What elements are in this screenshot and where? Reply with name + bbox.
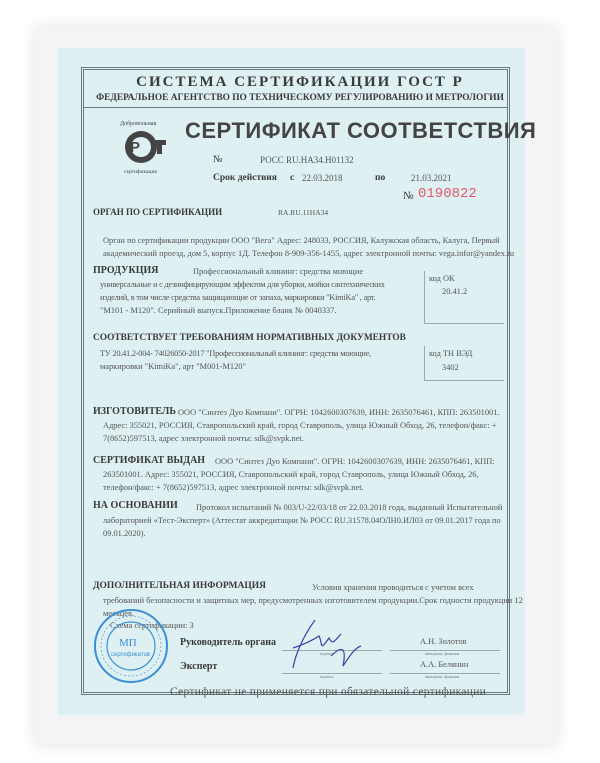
tnved-code: 3402 — [442, 363, 459, 372]
name-caption: инициалы, фамилия — [425, 651, 460, 656]
head-label: Руководитель органа — [180, 637, 276, 648]
svg-text:сертификатов: сертификатов — [111, 652, 151, 658]
name-caption: инициалы, фамилия — [425, 674, 460, 679]
standards-line: ТУ 20.41.2-004- 74026050-2017 "Профессиональный клининг: средства моющие, — [100, 349, 371, 358]
certificate-title: СЕРТИФИКАТ СООТВЕТСТВИЯ — [185, 118, 537, 143]
system-title: СИСТЕМА СЕРТИФИКАЦИИ ГОСТ Р — [136, 74, 464, 90]
product-label: ПРОДУКЦИЯ — [93, 265, 159, 276]
agency-title: ФЕДЕРАЛЬНОЕ АГЕНТСТВО ПО ТЕХНИЧЕСКОМУ РЕГУЛИРОВАНИЮ И МЕТРОЛОГИИ — [96, 93, 504, 103]
manufacturer-label: ИЗГОТОВИТЕЛЬ — [93, 406, 176, 417]
sign-caption: подпись — [320, 674, 334, 679]
manufacturer-line: Адрес: 355021, РОССИЯ, Ставропольский край, город Ставрополь, улица Южный Обход, 26, телефон/факс: + — [103, 421, 497, 430]
manufacturer-line: 7(8652)597513, адрес электронной почты: sdk@svpk.net. — [103, 434, 304, 443]
signature-icon — [285, 616, 365, 676]
basis-line: 09.01.2020). — [103, 529, 146, 538]
ok-code-label: код ОК — [429, 274, 455, 283]
extra-label: ДОПОЛНИТЕЛЬНАЯ ИНФОРМАЦИЯ — [93, 581, 267, 591]
extra-line: месяцев. — [103, 609, 135, 618]
stamp — [93, 608, 169, 684]
svg-text:МП: МП — [119, 637, 137, 649]
footer-note: Сертификат не применяется при обязательной сертификации — [170, 686, 487, 698]
valid-from: 22.03.2018 — [302, 173, 343, 183]
certificate-number: РОСС RU.HA34.H01132 — [260, 155, 354, 165]
product-line: "M101 - M120". Серийный выпуск.Приложение бланк № 0040337. — [100, 306, 337, 315]
sign-caption: подпись — [320, 651, 334, 656]
extra-line: Условия хранения проводиться с учетом всех — [312, 583, 474, 592]
extra-line: требований безопасности и защитных мер, предусмотренных изготовителем продукции.Срок годности продукции 12 — [103, 596, 523, 605]
blank-number: 0190822 — [418, 186, 477, 202]
svg-text:сертификация: сертификация — [124, 169, 157, 175]
stamp-seal-icon — [93, 608, 169, 684]
standards-line: маркировки "KimiKa", арт "M001-M120" — [100, 362, 246, 371]
product-line: изделий, в том числе средства защищающие от запаха, маркировки "KimiKa" , арт. — [100, 293, 376, 302]
basis-line: Протокол испытаний № 003/U-22/03/18 от 22.03.2018 года, выданный Испытательной — [196, 503, 503, 512]
issued-label: СЕРТИФИКАТ ВЫДАН — [93, 455, 206, 466]
issued-line: телефон/факс: + 7(8652)597513, адрес электронной почты: sdk@svpk.net. — [103, 483, 364, 492]
basis-line: лабораторией «Тест-Эксперт» (Аттестат аккредитации № РОСС RU.31578.04ОЛН0.ИЛ03 от 09.01.2017 года по — [103, 516, 501, 525]
expert-name: А.А. Белянин — [420, 660, 469, 669]
to-label: по — [375, 173, 386, 183]
gost-logo — [112, 116, 172, 176]
expert-label: Эксперт — [180, 661, 218, 672]
head-name: А.Н. Золотов — [420, 637, 467, 646]
certification-scheme: Схема сертификации: 3 — [110, 621, 194, 630]
organ-code: RA.RU.11HA34 — [278, 208, 329, 217]
product-line: универсальные и с дезинфицирующим эффектом для уборки, мойки сантехнических — [100, 280, 385, 289]
ok-code: 20.41.2 — [442, 287, 468, 296]
basis-label: НА ОСНОВАНИИ — [93, 500, 178, 511]
tnved-code-label: код ТН ВЭД — [429, 349, 473, 358]
validity-label: Срок действия — [213, 173, 277, 183]
svg-text:Добровольная: Добровольная — [120, 121, 157, 127]
header-divider — [84, 107, 507, 108]
organ-label: ОРГАН ПО СЕРТИФИКАЦИИ — [93, 207, 223, 217]
blank-number-label: № — [403, 190, 414, 202]
standards-label: СООТВЕТСТВУЕТ ТРЕБОВАНИЯМ НОРМАТИВНЫХ ДОКУМЕНТОВ — [93, 333, 406, 343]
svg-text:Р: Р — [130, 139, 141, 156]
gost-r-logo-icon — [112, 116, 172, 176]
valid-to: 21.03.2021 — [411, 173, 452, 183]
product-line: Профессиональный клининг: средства моющие — [193, 267, 364, 276]
organ-line: академический проезд, дом 5, корпус 1Д. Телефон 8-909-356-1455, адрес электронной почты: vega.infor@yandex.ru — [103, 249, 515, 258]
issued-line: 263501001. Адрес: 355021, РОССИЯ, Ставропольский край, город Ставрополь, улица Южный Обход, 26, — [103, 470, 479, 479]
issued-line: ООО "Синтез Дуо Компани". ОГРН: 1042600307639, ИНН: 2635076461, КПП: — [215, 457, 495, 466]
organ-line: Орган по сертификации продукции ООО "Вега" Адрес: 248033, РОССИЯ, Калужская область, Калуга, Первый — [103, 236, 500, 245]
number-label: № — [213, 154, 223, 165]
from-label: с — [290, 173, 295, 183]
manufacturer-line: ООО "Синтез Дуо Компани". ОГРН: 1042600307639, ИНН: 2635076461, КПП: 263501001. — [178, 408, 500, 417]
